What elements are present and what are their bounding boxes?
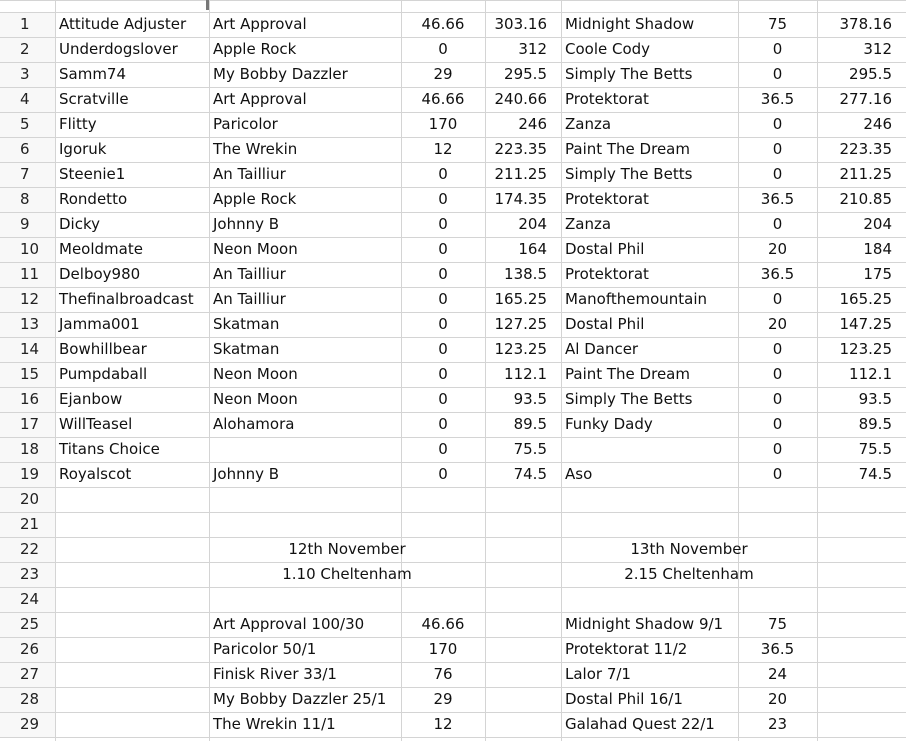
cell-g4[interactable]: 277.16: [839, 90, 892, 108]
cell-a12[interactable]: Thefinalbroadcast: [59, 290, 194, 308]
cell-g7[interactable]: 211.25: [839, 165, 892, 183]
cell-d24[interactable]: [485, 587, 561, 612]
row-number[interactable]: 15: [20, 365, 40, 383]
cell-f15[interactable]: 0: [772, 365, 783, 383]
cell-f1[interactable]: 75: [767, 15, 788, 33]
cell-g3[interactable]: 295.5: [849, 65, 892, 83]
cell-e26[interactable]: Protektorat 11/2: [565, 640, 688, 658]
cell-c16[interactable]: 0: [438, 390, 448, 408]
cell-f16[interactable]: 0: [772, 390, 783, 408]
cell-c17[interactable]: 0: [438, 415, 448, 433]
cell-b19[interactable]: Johnny B: [213, 465, 280, 483]
cell-f18[interactable]: 0: [772, 440, 783, 458]
cell-e25[interactable]: Midnight Shadow 9/1: [565, 615, 724, 633]
cell-c28[interactable]: 29: [433, 690, 453, 708]
cell-g14[interactable]: 123.25: [839, 340, 892, 358]
cell-e16[interactable]: Simply The Betts: [565, 390, 693, 408]
cell-d26[interactable]: [485, 637, 561, 662]
cell-g26[interactable]: [817, 637, 906, 662]
cell-g17[interactable]: 89.5: [858, 415, 892, 433]
cell-b13[interactable]: Skatman: [213, 315, 280, 333]
cell-f24[interactable]: [738, 587, 817, 612]
cell-d9[interactable]: 204: [518, 215, 547, 233]
row-number[interactable]: 6: [20, 140, 30, 158]
cell-b11[interactable]: An Tailliur: [213, 265, 286, 283]
row-number[interactable]: 14: [20, 340, 40, 358]
cell-f12[interactable]: 0: [772, 290, 783, 308]
cell-g29[interactable]: [817, 712, 906, 737]
cell-e10[interactable]: Dostal Phil: [565, 240, 645, 258]
cell-c12[interactable]: 0: [438, 290, 448, 308]
cell-d12[interactable]: 165.25: [494, 290, 547, 308]
row-number[interactable]: 17: [20, 415, 40, 433]
cell-f22[interactable]: [738, 537, 817, 562]
cell-b4[interactable]: Art Approval: [213, 90, 307, 108]
cell-g27[interactable]: [817, 662, 906, 687]
cell-f8[interactable]: 36.5: [760, 190, 795, 208]
cell-e24[interactable]: [561, 587, 738, 612]
cell-e23[interactable]: 2.15 Cheltenham: [624, 565, 754, 583]
row-number[interactable]: 8: [20, 190, 30, 208]
row-number[interactable]: 26: [20, 640, 40, 658]
cell-g9[interactable]: 204: [863, 215, 892, 233]
cell-e21[interactable]: [561, 512, 738, 537]
cell-f9[interactable]: 0: [772, 215, 783, 233]
cell-f4[interactable]: 36.5: [760, 90, 795, 108]
cell-c20[interactable]: [401, 487, 485, 512]
cell-g5[interactable]: 246: [863, 115, 892, 133]
cell-e7[interactable]: Simply The Betts: [565, 165, 693, 183]
cell-d15[interactable]: 112.1: [504, 365, 547, 383]
row-number[interactable]: 29: [20, 715, 40, 733]
cell-f17[interactable]: 0: [772, 415, 783, 433]
cell-c9[interactable]: 0: [438, 215, 448, 233]
cell-f6[interactable]: 0: [772, 140, 783, 158]
cell-g10[interactable]: 184: [863, 240, 892, 258]
cell-d11[interactable]: 138.5: [504, 265, 547, 283]
cell-g12[interactable]: 165.25: [839, 290, 892, 308]
row-number[interactable]: 2: [20, 40, 30, 58]
cell-b29[interactable]: The Wrekin 11/1: [213, 715, 336, 733]
cell-f28[interactable]: 20: [767, 690, 788, 708]
cell-f21[interactable]: [738, 512, 817, 537]
cell-f23[interactable]: [738, 562, 817, 587]
cell-d22[interactable]: [485, 537, 561, 562]
cell-a9[interactable]: Dicky: [59, 215, 100, 233]
cell-d6[interactable]: 223.35: [494, 140, 547, 158]
cell-b18[interactable]: [209, 437, 401, 462]
cell-g15[interactable]: 112.1: [849, 365, 892, 383]
cell-f20[interactable]: [738, 487, 817, 512]
cell-d14[interactable]: 123.25: [494, 340, 547, 358]
cell-e2[interactable]: Coole Cody: [565, 40, 651, 58]
row-number[interactable]: 10: [20, 240, 40, 258]
cell-d28[interactable]: [485, 687, 561, 712]
cell-c6[interactable]: 12: [433, 140, 453, 158]
cell-f14[interactable]: 0: [772, 340, 783, 358]
cell-a5[interactable]: Flitty: [59, 115, 97, 133]
cell-d21[interactable]: [485, 512, 561, 537]
cell-g8[interactable]: 210.85: [839, 190, 892, 208]
cell-b17[interactable]: Alohamora: [213, 415, 295, 433]
cell-d13[interactable]: 127.25: [494, 315, 547, 333]
row-number[interactable]: 27: [20, 665, 40, 683]
cell-g19[interactable]: 74.5: [858, 465, 892, 483]
row-number[interactable]: 12: [20, 290, 40, 308]
cell-c4[interactable]: 46.66: [421, 90, 465, 108]
cell-g20[interactable]: [817, 487, 906, 512]
cell-e11[interactable]: Protektorat: [565, 265, 649, 283]
cell-d27[interactable]: [485, 662, 561, 687]
cell-e9[interactable]: Zanza: [565, 215, 612, 233]
cell-b12[interactable]: An Tailliur: [213, 290, 286, 308]
cell-d1[interactable]: 303.16: [494, 15, 547, 33]
cell-c26[interactable]: 170: [428, 640, 458, 658]
cell-d4[interactable]: 240.66: [494, 90, 547, 108]
cell-g22[interactable]: [817, 537, 906, 562]
cell-f11[interactable]: 36.5: [760, 265, 795, 283]
cell-c24[interactable]: [401, 587, 485, 612]
cell-e27[interactable]: Lalor 7/1: [565, 665, 631, 683]
cell-g24[interactable]: [817, 587, 906, 612]
row-number[interactable]: 24: [20, 590, 40, 608]
cell-e5[interactable]: Zanza: [565, 115, 612, 133]
cell-d7[interactable]: 211.25: [494, 165, 547, 183]
cell-e12[interactable]: Manofthemountain: [565, 290, 708, 308]
cell-e1[interactable]: Midnight Shadow: [565, 15, 695, 33]
cell-c2[interactable]: 0: [438, 40, 448, 58]
cell-b6[interactable]: The Wrekin: [213, 140, 298, 158]
cell-c27[interactable]: 76: [433, 665, 453, 683]
row-number[interactable]: 28: [20, 690, 40, 708]
cell-f26[interactable]: 36.5: [760, 640, 795, 658]
cell-f19[interactable]: 0: [772, 465, 783, 483]
cell-c3[interactable]: 29: [433, 65, 453, 83]
cell-e15[interactable]: Paint The Dream: [565, 365, 690, 383]
cell-b2[interactable]: Apple Rock: [213, 40, 297, 58]
cell-a28[interactable]: [55, 687, 209, 712]
cell-g13[interactable]: 147.25: [839, 315, 892, 333]
cell-c25[interactable]: 46.66: [421, 615, 465, 633]
cell-a7[interactable]: Steenie1: [59, 165, 126, 183]
cell-d23[interactable]: [485, 562, 561, 587]
cell-d19[interactable]: 74.5: [513, 465, 547, 483]
cell-c1[interactable]: 46.66: [421, 15, 465, 33]
row-number[interactable]: 13: [20, 315, 40, 333]
cell-b26[interactable]: Paricolor 50/1: [213, 640, 317, 658]
row-number[interactable]: 3: [20, 65, 30, 83]
cell-b20[interactable]: [209, 487, 401, 512]
cell-d3[interactable]: 295.5: [504, 65, 547, 83]
cell-d18[interactable]: 75.5: [513, 440, 547, 458]
cell-f29[interactable]: 23: [767, 715, 788, 733]
cell-e8[interactable]: Protektorat: [565, 190, 649, 208]
cell-a21[interactable]: [55, 512, 209, 537]
row-number[interactable]: 9: [20, 215, 30, 233]
cell-b3[interactable]: My Bobby Dazzler: [213, 65, 348, 83]
cell-a15[interactable]: Pumpdaball: [59, 365, 148, 383]
cell-f5[interactable]: 0: [772, 115, 783, 133]
cell-c5[interactable]: 170: [428, 115, 458, 133]
cell-a18[interactable]: Titans Choice: [59, 440, 160, 458]
row-number[interactable]: 4: [20, 90, 30, 108]
cell-e20[interactable]: [561, 487, 738, 512]
cell-c11[interactable]: 0: [438, 265, 448, 283]
cell-f10[interactable]: 20: [767, 240, 788, 258]
cell-e19[interactable]: Aso: [565, 465, 593, 483]
cell-b16[interactable]: Neon Moon: [213, 390, 298, 408]
cell-a20[interactable]: [55, 487, 209, 512]
cell-d17[interactable]: 89.5: [513, 415, 547, 433]
cell-a4[interactable]: Scratville: [59, 90, 129, 108]
cell-g11[interactable]: 175: [863, 265, 892, 283]
cell-g1[interactable]: 378.16: [839, 15, 892, 33]
cell-a6[interactable]: Igoruk: [59, 140, 107, 158]
cell-d8[interactable]: 174.35: [494, 190, 547, 208]
column-resize-handle[interactable]: [206, 0, 209, 10]
cell-g16[interactable]: 93.5: [858, 390, 892, 408]
cell-b10[interactable]: Neon Moon: [213, 240, 298, 258]
row-gridline: [0, 0, 906, 1]
cell-a10[interactable]: Meoldmate: [59, 240, 143, 258]
cell-b25[interactable]: Art Approval 100/30: [213, 615, 365, 633]
cell-g23[interactable]: [817, 562, 906, 587]
cell-c15[interactable]: 0: [438, 365, 448, 383]
cell-b28[interactable]: My Bobby Dazzler 25/1: [213, 690, 387, 708]
cell-d25[interactable]: [485, 612, 561, 637]
cell-e6[interactable]: Paint The Dream: [565, 140, 690, 158]
cell-c18[interactable]: 0: [438, 440, 448, 458]
cell-b5[interactable]: Paricolor: [213, 115, 278, 133]
cell-e28[interactable]: Dostal Phil 16/1: [565, 690, 683, 708]
cell-e18[interactable]: [561, 437, 738, 462]
cell-d20[interactable]: [485, 487, 561, 512]
cell-a23[interactable]: [55, 562, 209, 587]
cell-d29[interactable]: [485, 712, 561, 737]
row-number[interactable]: 23: [20, 565, 40, 583]
cell-d16[interactable]: 93.5: [513, 390, 547, 408]
cell-f25[interactable]: 75: [767, 615, 788, 633]
cell-b14[interactable]: Skatman: [213, 340, 280, 358]
row-number[interactable]: 22: [20, 540, 40, 558]
row-number[interactable]: 25: [20, 615, 40, 633]
row-number[interactable]: 7: [20, 165, 30, 183]
cell-c14[interactable]: 0: [438, 340, 448, 358]
cell-a8[interactable]: Rondetto: [59, 190, 128, 208]
row-number[interactable]: 19: [20, 465, 40, 483]
cell-c29[interactable]: 12: [433, 715, 453, 733]
row-number[interactable]: 1: [20, 15, 30, 33]
cell-g21[interactable]: [817, 512, 906, 537]
cell-f3[interactable]: 0: [772, 65, 783, 83]
cell-b1[interactable]: Art Approval: [213, 15, 307, 33]
cell-f7[interactable]: 0: [772, 165, 783, 183]
cell-g25[interactable]: [817, 612, 906, 637]
cell-c8[interactable]: 0: [438, 190, 448, 208]
cell-f13[interactable]: 20: [767, 315, 788, 333]
cell-b21[interactable]: [209, 512, 401, 537]
cell-a11[interactable]: Delboy980: [59, 265, 141, 283]
cell-b22[interactable]: 12th November: [288, 540, 406, 558]
cell-b24[interactable]: [209, 587, 401, 612]
cell-c13[interactable]: 0: [438, 315, 448, 333]
cell-c23[interactable]: [401, 562, 485, 587]
cell-e22[interactable]: 13th November: [630, 540, 748, 558]
cell-b15[interactable]: Neon Moon: [213, 365, 298, 383]
cell-f2[interactable]: 0: [772, 40, 783, 58]
row-number[interactable]: 18: [20, 440, 40, 458]
cell-a16[interactable]: Ejanbow: [59, 390, 123, 408]
cell-a17[interactable]: WillTeasel: [59, 415, 133, 433]
cell-f27[interactable]: 24: [767, 665, 788, 683]
cell-g28[interactable]: [817, 687, 906, 712]
cell-a25[interactable]: [55, 612, 209, 637]
cell-g18[interactable]: 75.5: [858, 440, 892, 458]
cell-a14[interactable]: Bowhillbear: [59, 340, 147, 358]
row-gridline: [0, 737, 906, 738]
cell-g2[interactable]: 312: [863, 40, 892, 58]
cell-c22[interactable]: [401, 537, 485, 562]
cell-e14[interactable]: Al Dancer: [565, 340, 639, 358]
cell-b23[interactable]: 1.10 Cheltenham: [282, 565, 412, 583]
row-number[interactable]: 5: [20, 115, 30, 133]
cell-b27[interactable]: Finisk River 33/1: [213, 665, 337, 683]
cell-a29[interactable]: [55, 712, 209, 737]
cell-c21[interactable]: [401, 512, 485, 537]
cell-e4[interactable]: Protektorat: [565, 90, 649, 108]
row-number[interactable]: 21: [20, 515, 40, 533]
cell-a22[interactable]: [55, 537, 209, 562]
cell-a1[interactable]: Attitude Adjuster: [59, 15, 187, 33]
cell-e29[interactable]: Galahad Quest 22/1: [565, 715, 715, 733]
cell-a3[interactable]: Samm74: [59, 65, 127, 83]
cell-b8[interactable]: Apple Rock: [213, 190, 297, 208]
cell-c7[interactable]: 0: [438, 165, 448, 183]
cell-a26[interactable]: [55, 637, 209, 662]
cell-a27[interactable]: [55, 662, 209, 687]
cell-c19[interactable]: 0: [438, 465, 448, 483]
cell-a13[interactable]: Jamma001: [59, 315, 140, 333]
cell-b7[interactable]: An Tailliur: [213, 165, 286, 183]
cell-e3[interactable]: Simply The Betts: [565, 65, 693, 83]
cell-c10[interactable]: 0: [438, 240, 448, 258]
cell-a19[interactable]: Royalscot: [59, 465, 132, 483]
cell-d10[interactable]: 164: [518, 240, 547, 258]
cell-a2[interactable]: Underdogslover: [59, 40, 178, 58]
row-number[interactable]: 20: [20, 490, 40, 508]
cell-g6[interactable]: 223.35: [839, 140, 892, 158]
cell-d5[interactable]: 246: [518, 115, 547, 133]
cell-b9[interactable]: Johnny B: [213, 215, 280, 233]
cell-e17[interactable]: Funky Dady: [565, 415, 653, 433]
cell-a24[interactable]: [55, 587, 209, 612]
row-number[interactable]: 16: [20, 390, 40, 408]
row-number[interactable]: 11: [20, 265, 40, 283]
cell-e13[interactable]: Dostal Phil: [565, 315, 645, 333]
cell-d2[interactable]: 312: [518, 40, 547, 58]
